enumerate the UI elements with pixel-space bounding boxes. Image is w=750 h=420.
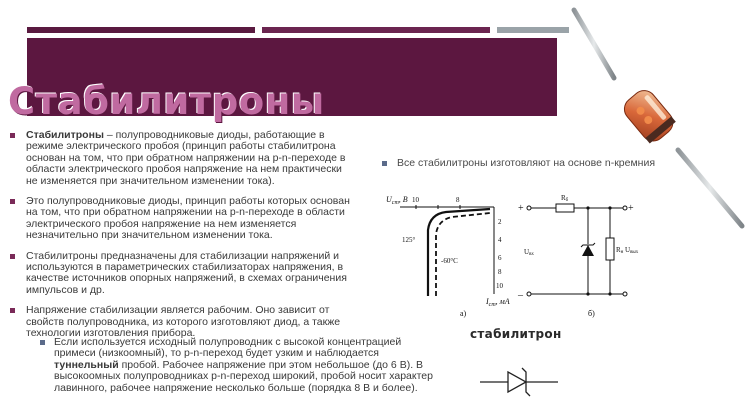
circuit-load-resistor <box>606 238 614 260</box>
bullet-text: – полупроводниковые диоды, работающие в режиме электрического пробоя (принцип работы стабилитрона основан на том, что при обратном напряжении на p-n-переходе в области электрического пробоя напряжение на нем практически не изменяется при значительном изменении тока). <box>26 129 346 187</box>
symbol-triangle <box>508 372 526 392</box>
sub-bullet-item <box>40 337 434 394</box>
circuit-load-label: Rн <box>616 246 624 255</box>
sub-bullet-text: Если используется исходный полупроводник с высокой концентрацией примеси (низкоомный), то p-n-переход будет узким и наблюдается <box>54 336 402 360</box>
graph-temp-hot: 125° <box>402 236 416 244</box>
vac-graph <box>372 188 512 318</box>
circuit-caption: б) <box>588 309 595 318</box>
bullet-text: Это полупроводниковые диоды, принцип работы которых основан на том, что при обратном напряжении на p-n-переходе в области электрического пробоя напряжение на нем изменяется незначительно при значительном изменении тока. <box>26 195 350 242</box>
bullet-text: Стабилитроны предназначены для стабилизации напряжений и используются в параметрических стабилизаторах напряжения, в качестве источников опорных напряжений, в схемах ограничения импульсов и др. <box>26 249 347 296</box>
circuit-minus: – <box>518 290 523 301</box>
bullet-item <box>8 196 353 242</box>
graph-tick-label: 10 <box>496 282 503 290</box>
right-note <box>382 157 655 169</box>
graph-curve-hot <box>428 209 490 296</box>
graph-tick-label: 4 <box>498 236 502 244</box>
graph-curve-cold <box>436 213 490 296</box>
sub-bullet-bold: туннельный <box>54 358 119 371</box>
circuit-resistor <box>556 204 574 212</box>
circuit-input-label: Uвх <box>524 248 534 257</box>
bullet-marker <box>10 133 15 138</box>
bullet-marker <box>10 254 15 259</box>
right-note-text: Все стабилитроны изготовляют на основе n-кремния <box>397 157 656 169</box>
graph-y-axis-label: $U_{ст}$, В <box>386 195 408 206</box>
bullet-list <box>8 130 353 349</box>
bullet-marker <box>382 161 387 166</box>
circuit-terminal <box>623 206 627 210</box>
zener-symbol-icon <box>478 362 568 402</box>
circuit-plus: + <box>518 203 524 214</box>
bullet-item <box>8 130 353 187</box>
graph-tick-label: 8 <box>498 268 502 276</box>
bullet-marker <box>10 199 15 204</box>
slide-title: Стабилитроны <box>8 80 325 123</box>
circuit-terminal <box>623 292 627 296</box>
stabilizer-circuit <box>512 188 642 318</box>
graph-tick-label: 8 <box>456 196 460 204</box>
bullet-text: Напряжение стабилизации является рабочим. Оно зависит от свойств полупроводника, из которого изготовляют диод, а также технологии изготовления прибора. <box>26 304 341 340</box>
graph-temp-cold: -60°C <box>441 257 458 265</box>
circuit-plus: + <box>628 203 634 214</box>
bullet-marker <box>10 308 15 313</box>
top-accent-bar <box>27 27 255 33</box>
diode-lead-bottom <box>678 150 742 226</box>
top-accent-bar <box>497 27 569 33</box>
graph-tick-label: 6 <box>498 254 502 262</box>
bullet-bold-lead: Стабилитроны <box>26 129 104 141</box>
bullet-item <box>8 251 353 297</box>
symbol-label: стабилитрон <box>470 327 562 341</box>
circuit-output-label: Uвых <box>625 246 639 255</box>
circuit-terminal <box>527 206 531 210</box>
diode-lead-top <box>574 10 614 78</box>
graph-tick-label: 2 <box>498 218 502 226</box>
circuit-resistor-label: Rб <box>561 194 569 203</box>
graph-caption: а) <box>460 309 467 318</box>
graph-x-axis-label: $I_{ст}$, мА <box>486 297 510 308</box>
bullet-item <box>8 305 353 339</box>
circuit-zener-symbol <box>582 245 594 256</box>
sub-bullet-text: пробой. Рабочее напряжение при этом небольшое (до 6 В). В высокоомных полупроводниках p-n-переход широкий, пробой носит характер лавинного, рабочее напряжение несколько больше (порядка 8 В и более). <box>54 358 433 394</box>
top-accent-bar <box>262 27 490 33</box>
circuit-terminal <box>527 292 531 296</box>
sub-bullet-marker <box>40 340 45 345</box>
graph-tick-label: 10 <box>412 196 419 204</box>
